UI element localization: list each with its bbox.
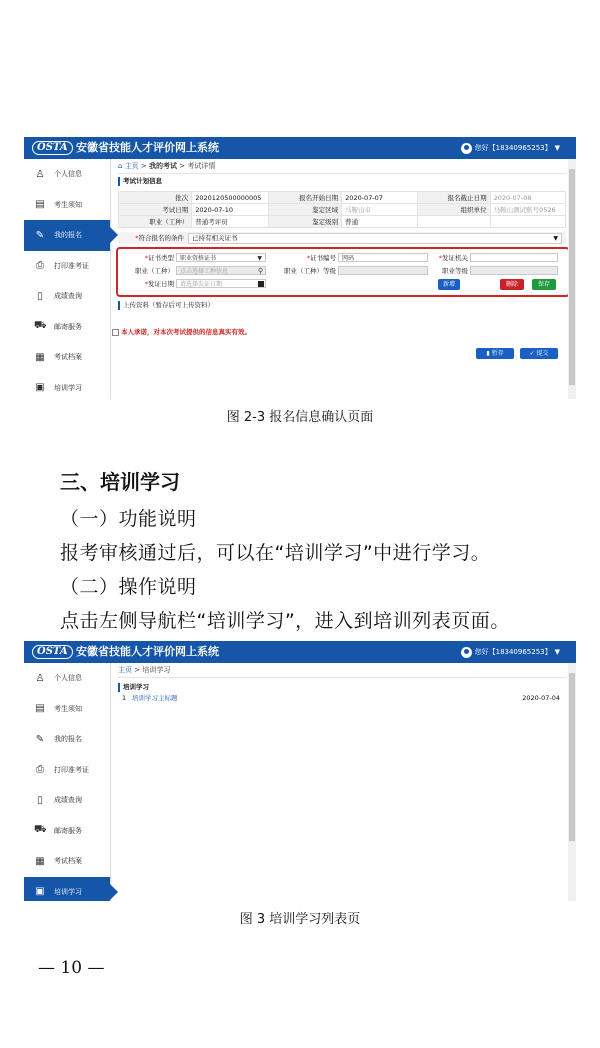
osta-logo: OSTA	[32, 645, 73, 659]
archive-icon: ▦	[35, 351, 45, 363]
page-number: — 10 —	[38, 958, 105, 978]
exam-date-value: 2020-07-10	[192, 204, 269, 216]
cert-type-label: 证书类型	[148, 254, 174, 262]
org-label: 组织单位	[417, 204, 490, 216]
app-title: 安徽省技能人才评价网上系统	[76, 645, 219, 658]
org-value: 马鞍山测试账号0526	[490, 204, 565, 216]
notice-icon: ▤	[35, 199, 45, 211]
scrollbar[interactable]	[568, 663, 576, 901]
reg-end-label: 报名截止日期	[417, 192, 490, 204]
sidebar-item-1[interactable]	[24, 190, 110, 221]
sidebar-item-label: 我的报名	[54, 735, 82, 744]
row-title-link[interactable]: 培训学习主标题	[132, 694, 178, 702]
figure-1-screenshot	[24, 137, 576, 399]
app-header	[24, 641, 576, 663]
batch-value: 2020120500000005	[192, 192, 269, 204]
edit-icon: ✎	[35, 733, 45, 745]
sidebar-item-7[interactable]	[24, 373, 110, 400]
archive-icon: ▦	[35, 855, 45, 867]
upload-section-title: 上传资料（暂存后可上传资料）	[118, 301, 214, 310]
user-menu[interactable]	[461, 646, 560, 658]
edit-icon: ✎	[35, 229, 45, 241]
document-icon: ▯	[37, 290, 43, 302]
save-button[interactable]: 保存	[532, 279, 556, 290]
issue-date-input[interactable]: 请选择发证日期	[176, 279, 266, 288]
submit-button[interactable]: ✓ 提交	[520, 348, 558, 359]
job-label: 职业（工种）	[119, 216, 192, 228]
temp-save-button[interactable]: ▮ 暂存	[476, 348, 514, 359]
caption-figure-2-3: 图 2-3 报名信息确认页面	[226, 410, 374, 425]
exam-plan-table	[118, 191, 566, 228]
level-value: 普通	[342, 216, 417, 228]
job-level-input	[338, 266, 428, 275]
sidebar-item-label: 考试档案	[54, 857, 82, 866]
level-label: 鉴定级别	[269, 216, 342, 228]
sidebar-item-3[interactable]	[24, 251, 110, 282]
section-title: 培训学习	[118, 683, 149, 692]
sidebar-item-label: 考试档案	[54, 353, 82, 362]
user-menu[interactable]	[461, 142, 560, 154]
row-index: 1	[122, 694, 127, 702]
reg-start-value: 2020-07-07	[342, 192, 417, 204]
job-field-label: 职业（工种）	[135, 267, 174, 275]
condition-row: *符合报名的条件 已持有相关证书 ▼	[118, 232, 566, 244]
sidebar-item-7[interactable]	[24, 877, 110, 902]
user-label: 您好【18340965253】	[474, 648, 552, 656]
reg-start-label: 报名开始日期	[269, 192, 342, 204]
user-icon: ♙	[35, 168, 45, 180]
region-label: 鉴定区域	[269, 204, 342, 216]
main-content	[118, 663, 566, 901]
condition-select[interactable]: 已持有相关证书 ▼	[188, 233, 562, 244]
sidebar-item-0[interactable]	[24, 663, 110, 694]
issuer-label: 发证机关	[442, 254, 468, 262]
sidebar-item-label: 培训学习	[54, 887, 82, 896]
sidebar-item-4[interactable]	[24, 785, 110, 816]
user-label: 您好【18340965253】	[474, 144, 552, 152]
occupation-level-label: 职业等级	[442, 267, 468, 275]
job-value: 普通考评员	[192, 216, 269, 228]
scrollbar[interactable]	[568, 159, 576, 399]
sidebar-item-label: 打印准考证	[54, 261, 89, 270]
chevron-down-icon: ▼	[554, 648, 560, 656]
main-content	[118, 159, 566, 399]
caption-figure-3: 图 3 培训学习列表页	[239, 912, 361, 927]
sidebar-item-2[interactable]	[24, 220, 110, 251]
breadcrumb: ⌂ 主页 > 我的考试 > 考试详情	[118, 159, 566, 174]
sidebar-item-label: 我的报名	[54, 231, 82, 240]
home-icon: ⌂	[118, 162, 123, 170]
sidebar-item-label: 邮寄服务	[54, 322, 82, 331]
printer-icon: ⎙	[36, 764, 44, 776]
breadcrumb-home[interactable]: 主页	[124, 162, 139, 170]
section-heading: 三、培训学习	[60, 470, 180, 494]
app-title: 安徽省技能人才评价网上系统	[76, 141, 219, 154]
breadcrumb-exam-detail: 考试详情	[187, 162, 216, 170]
user-icon: ♙	[35, 672, 45, 684]
notice-icon: ▤	[35, 703, 45, 715]
sidebar-item-5[interactable]	[24, 816, 110, 847]
list-item[interactable]	[122, 693, 562, 703]
sidebar-item-2[interactable]	[24, 724, 110, 755]
avatar-icon	[461, 647, 472, 658]
occupation-level-input	[470, 266, 558, 275]
sidebar-item-label: 培训学习	[54, 383, 82, 392]
subheading-function: （一）功能说明	[60, 508, 197, 530]
app-header	[24, 137, 576, 159]
sidebar-item-label: 个人信息	[54, 674, 82, 683]
calendar-icon[interactable]	[258, 281, 264, 287]
truck-icon: ⛟	[34, 824, 47, 836]
study-icon: ▣	[35, 382, 45, 394]
cert-no-label: 证书编号	[310, 254, 336, 262]
region-value: 马鞍山市	[342, 204, 417, 216]
sidebar-item-4[interactable]	[24, 281, 110, 312]
sidebar-item-label: 考生须知	[54, 200, 82, 209]
batch-label: 批次	[119, 192, 192, 204]
sidebar-item-label: 个人信息	[54, 170, 82, 179]
breadcrumb-training: 培训学习	[142, 666, 171, 674]
issue-date-label: 发证日期	[148, 280, 174, 288]
add-button[interactable]: 新增	[438, 279, 460, 290]
document-icon: ▯	[37, 794, 43, 806]
breadcrumb: 主页 > 培训学习	[118, 663, 566, 678]
sidebar-item-label: 成绩查询	[54, 796, 82, 805]
sidebar-item-label: 成绩查询	[54, 292, 82, 301]
row-date: 2020-07-04	[522, 694, 560, 702]
chevron-down-icon: ▼	[257, 255, 262, 262]
highlight-box: *证书类型 职业资格证书 ▼ *证书编号 网码 *发证机关 职业（工种） 点击选择工种信息 ⚲ 职业（工种）等级 职业等级 *发证日期 请选择发证日期 新增 删除 保存	[116, 247, 570, 297]
sidebar-item-label: 考生须知	[54, 704, 82, 713]
printer-icon: ⎙	[36, 260, 44, 272]
paragraph-function: 报考审核通过后，可以在“培训学习”中进行学习。	[60, 542, 491, 564]
chevron-down-icon: ▼	[553, 235, 558, 242]
sidebar-item-5[interactable]	[24, 312, 110, 343]
section-title: 考试计划信息	[118, 177, 162, 186]
job-level-label: 职业（工种）等级	[284, 267, 336, 275]
paragraph-operation: 点击左侧导航栏“培训学习”，进入到培训列表页面。	[60, 610, 510, 632]
condition-label: 符合报名的条件	[138, 234, 184, 242]
job-select-input[interactable]: 点击选择工种信息 ⚲	[176, 266, 266, 275]
avatar-icon	[461, 143, 472, 154]
sidebar-item-6[interactable]	[24, 846, 110, 877]
sidebar-item-6[interactable]	[24, 342, 110, 373]
study-icon: ▣	[35, 886, 45, 898]
delete-button[interactable]: 删除	[500, 279, 524, 290]
sidebar-item-0[interactable]	[24, 159, 110, 190]
subheading-operation: （二）操作说明	[60, 576, 197, 598]
issuer-input[interactable]	[470, 253, 558, 262]
chevron-down-icon: ▼	[554, 144, 560, 152]
sidebar	[24, 159, 111, 399]
search-icon[interactable]: ⚲	[257, 267, 263, 275]
breadcrumb-my-exam[interactable]: 我的考试	[149, 162, 178, 170]
figure-2-screenshot	[24, 641, 576, 901]
truck-icon: ⛟	[34, 320, 47, 332]
sidebar-item-1[interactable]	[24, 694, 110, 725]
sidebar-item-3[interactable]	[24, 755, 110, 786]
sidebar-item-label: 打印准考证	[54, 765, 89, 774]
cert-no-input[interactable]: 网码	[338, 253, 428, 262]
osta-logo: OSTA	[32, 141, 73, 155]
exam-date-label: 考试日期	[119, 204, 192, 216]
breadcrumb-home[interactable]: 主页	[118, 666, 132, 674]
cert-type-select[interactable]: 职业资格证书 ▼	[176, 253, 266, 262]
sidebar-item-label: 邮寄服务	[54, 826, 82, 835]
sidebar	[24, 663, 111, 901]
commitment-notice[interactable]: 本人承诺，对本次考试提供的信息真实有效。	[112, 327, 251, 336]
reg-end-value: 2020-07-08	[490, 192, 565, 204]
commitment-checkbox[interactable]	[112, 329, 119, 336]
